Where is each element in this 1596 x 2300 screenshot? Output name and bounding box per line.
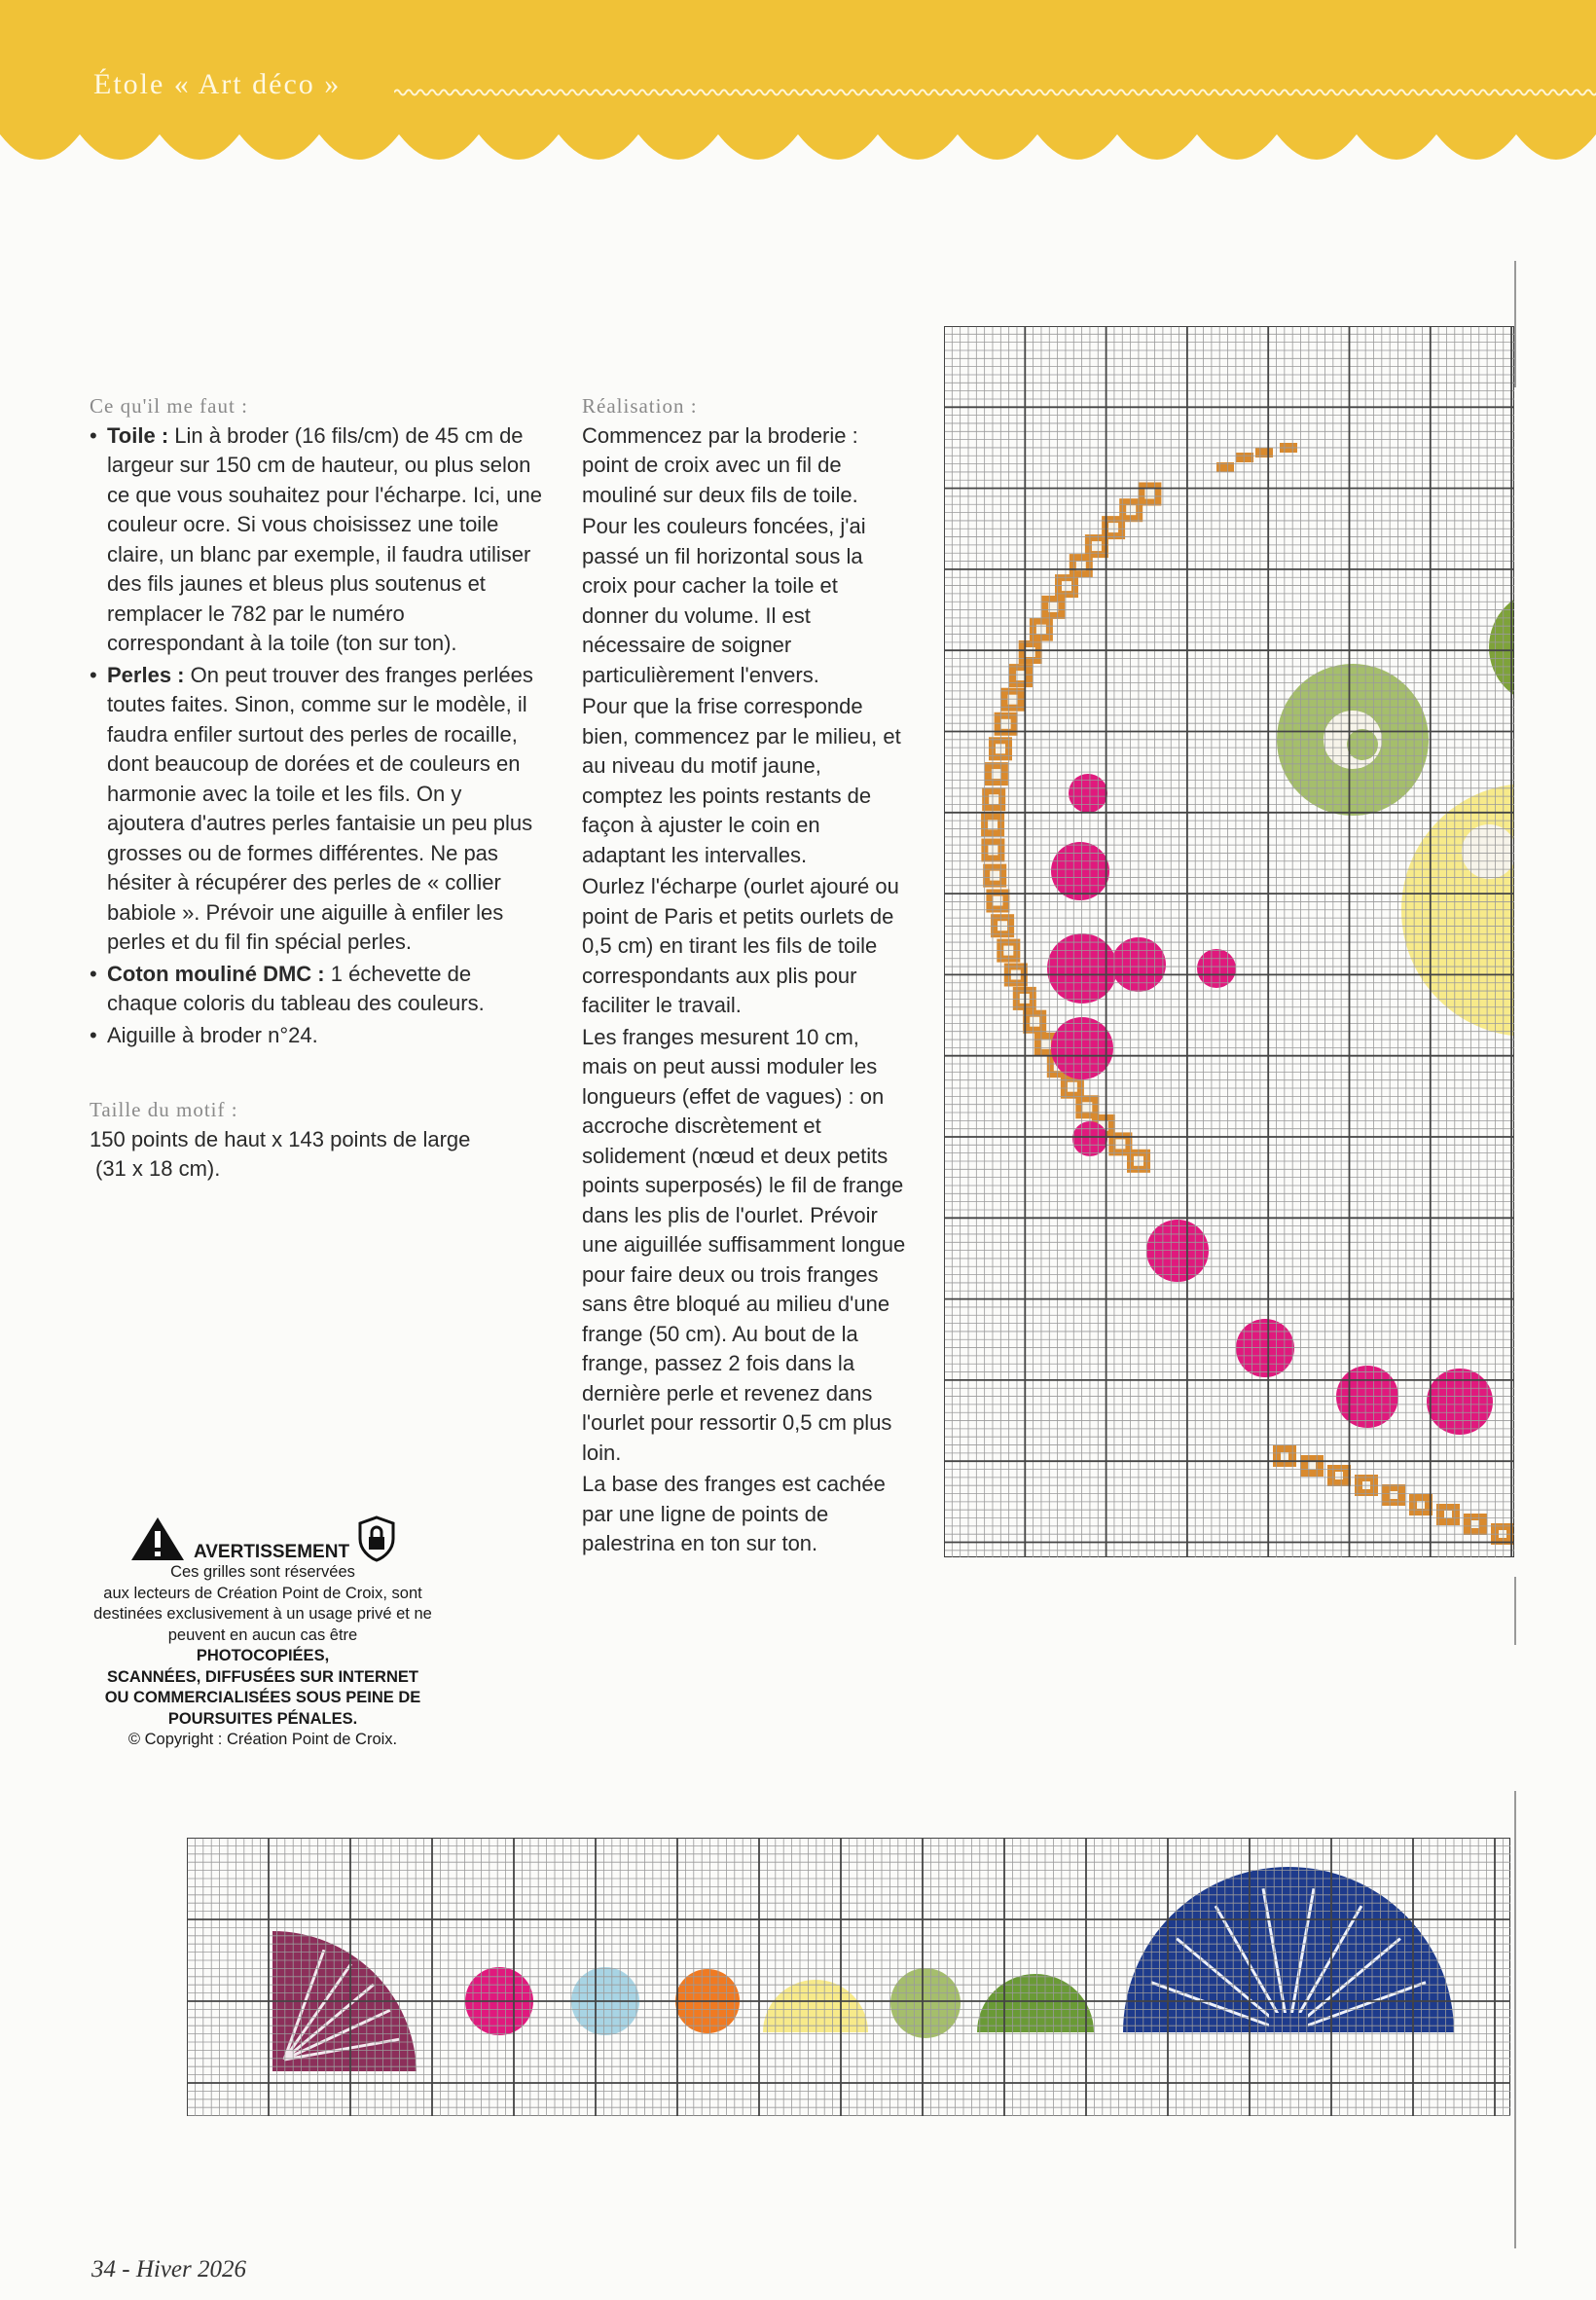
chain-link-gap	[1030, 1017, 1039, 1027]
chain-link-gap	[990, 871, 999, 881]
motif-size-heading: Taille du motif :	[90, 1098, 238, 1121]
chain-link-gap	[1335, 1472, 1343, 1479]
green-circle-motif	[1489, 589, 1514, 706]
issue-name: Hiver 2026	[135, 2256, 246, 2282]
green-half-dot	[977, 1974, 1094, 2032]
motif-size-dimensions: 150 points de haut x 143 points de large	[90, 1126, 471, 1151]
realisation-paragraph: Ourlez l'écharpe (ourlet ajouré ou point de Paris et petits ourlets de 0,5 cm) en tirant les fils de toile correspondants aux plis pour faciliter le travail.	[582, 874, 899, 1017]
realisation-heading: Réalisation :	[582, 394, 698, 418]
orange-chain-stitch	[1236, 453, 1253, 462]
realisation-paragraph: Pour que la frise corresponde bien, commencez par le milieu, et au niveau du motif jaune, comptez les points restants de façon à ajuster le coin en adaptant les intervalles.	[582, 694, 901, 867]
page-footer	[91, 2256, 246, 2283]
motif-size-cm: (31 x 18 cm).	[95, 1156, 221, 1181]
magenta-dot	[1197, 949, 1236, 988]
material-item-perles: • Perles : On peut trouver des franges perlées toutes faites. Sinon, comme sur le modèle, il faudra enfiler surtout des perles de rocaille, dont beaucoup de dorées et de couleurs en harmonie avec la toile et les fils. On y ajoutera d'autres perles fantaisie un peu plus grosses ou de formes différentes. Ne pas hésiter à récupérer des perles de « collier babiole ». Prévoir une aiguille à enfiler les perles et du fil fin spécial perles.	[90, 662, 533, 954]
material-item-coton: • Coton mouliné DMC : 1 échevette de chaque coloris du tableau des couleurs.	[90, 961, 485, 1015]
magenta-dot	[1069, 774, 1107, 813]
realisation-paragraph: Commencez par la broderie : point de croix avec un fil de mouliné sur deux fils de toile.	[582, 422, 858, 507]
copyright-warning: AVERTISSEMENT Ces grilles sont réservées aux lecteurs de Création Point de Croix, sont destinées exclusivement à un usage privé et ne peuvent en aucun cas être PHOTOCOPIÉES, SCANNÉES, DIFFUSÉES SUR INTERNET OU COMMERCIALISÉES SOUS PEINE DE POURSUITES PÉNALES. © Copyright : Création Point de Croix.	[68, 1515, 457, 1751]
chain-link-gap	[1068, 1082, 1077, 1092]
chain-link-gap	[1026, 647, 1035, 657]
chain-link-gap	[1092, 541, 1102, 551]
magenta-dot	[1236, 1319, 1294, 1377]
magenta-dot	[1427, 1369, 1493, 1435]
olive-dot	[890, 1968, 961, 2038]
lock-shield-icon	[357, 1515, 396, 1562]
chain-link-gap	[993, 896, 1002, 906]
chain-link-gap	[1444, 1511, 1452, 1518]
page-title: Étole « Art déco »	[93, 68, 342, 100]
cross-stitch-chart-corner	[944, 326, 1514, 1557]
realisation-column	[582, 391, 908, 1561]
realisation-paragraph: La base des franges est cachée par une ligne de points de palestrina en ton sur ton.	[582, 1472, 886, 1555]
chain-link-gap	[1115, 1139, 1125, 1149]
material-item-toile: • Toile : Lin à broder (16 fils/cm) de 45 cm de largeur sur 150 cm de hauteur, ou plus selon ce que vous souhaitez pour l'écharpe. Ici, une couleur ocre. Si vous choisissez une toile claire, un blanc par exemple, il faudra utiliser des fils jaunes et bleus plus soutenus et remplacer le 782 par le numéro correspondant à la toile (ton sur ton).	[90, 422, 542, 655]
chain-link-gap	[1062, 581, 1071, 591]
navy-fan-motif	[1123, 1867, 1454, 2032]
warning-title: AVERTISSEMENT	[193, 1541, 350, 1562]
materials-column	[90, 391, 542, 1185]
material-item-aiguille: • Aiguille à broder n°24.	[90, 1022, 318, 1047]
realisation-paragraph: Les franges mesurent 10 cm, mais on peut aussi moduler les longueurs (effet de vagues) : on accroche discrètement et solidement (nœud et deux petits points superposés) le fil de frange dans les plis de l'ourlet. Prévoir une aiguillée suffisamment longue pour faire deux ou trois franges sans être bloqué au milieu d'une frange (50 cm). Au bout de la frange, passez 2 fois dans la dernière perle et revenez dans l'ourlet pour ressortir 0,5 cm plus loin.	[582, 1024, 906, 1465]
copyright-line: © Copyright : Création Point de Croix.	[127, 1731, 398, 1748]
realisation-paragraph: Pour les couleurs foncées, j'ai passé un fil horizontal sous la croix pour cacher la toile et donner du volume. Il est nécessaire de soigner particulièrement l'envers.	[582, 514, 866, 687]
yellow-circle-hole	[1462, 824, 1514, 879]
cross-stitch-chart-border	[187, 1838, 1510, 2116]
warning-icon	[129, 1515, 186, 1562]
magenta-dot	[1051, 842, 1109, 900]
title-wavy-rule	[394, 86, 1596, 99]
chain-link-gap	[1126, 505, 1136, 515]
chain-link-gap	[1001, 719, 1011, 729]
chain-link-gap	[989, 794, 998, 804]
magenta-dot	[1336, 1366, 1398, 1428]
chain-link-gap	[1471, 1520, 1479, 1528]
chain-link-gap	[992, 769, 1001, 779]
trim-mark	[1514, 1791, 1516, 2248]
trim-mark	[1514, 261, 1516, 387]
chain-link-gap	[1390, 1491, 1397, 1499]
materials-heading: Ce qu'il me faut :	[90, 394, 248, 418]
yellow-half-dot	[763, 1980, 868, 2032]
page-number: 34 -	[91, 2256, 130, 2282]
trim-mark	[1514, 1577, 1516, 1645]
fan-center	[1269, 2013, 1308, 2032]
chain-link-gap	[1108, 523, 1118, 532]
chain-link-gap	[1008, 695, 1018, 705]
chain-link-gap	[988, 846, 998, 856]
chain-link-gap	[1082, 1102, 1092, 1112]
chain-link-gap	[1048, 602, 1058, 612]
